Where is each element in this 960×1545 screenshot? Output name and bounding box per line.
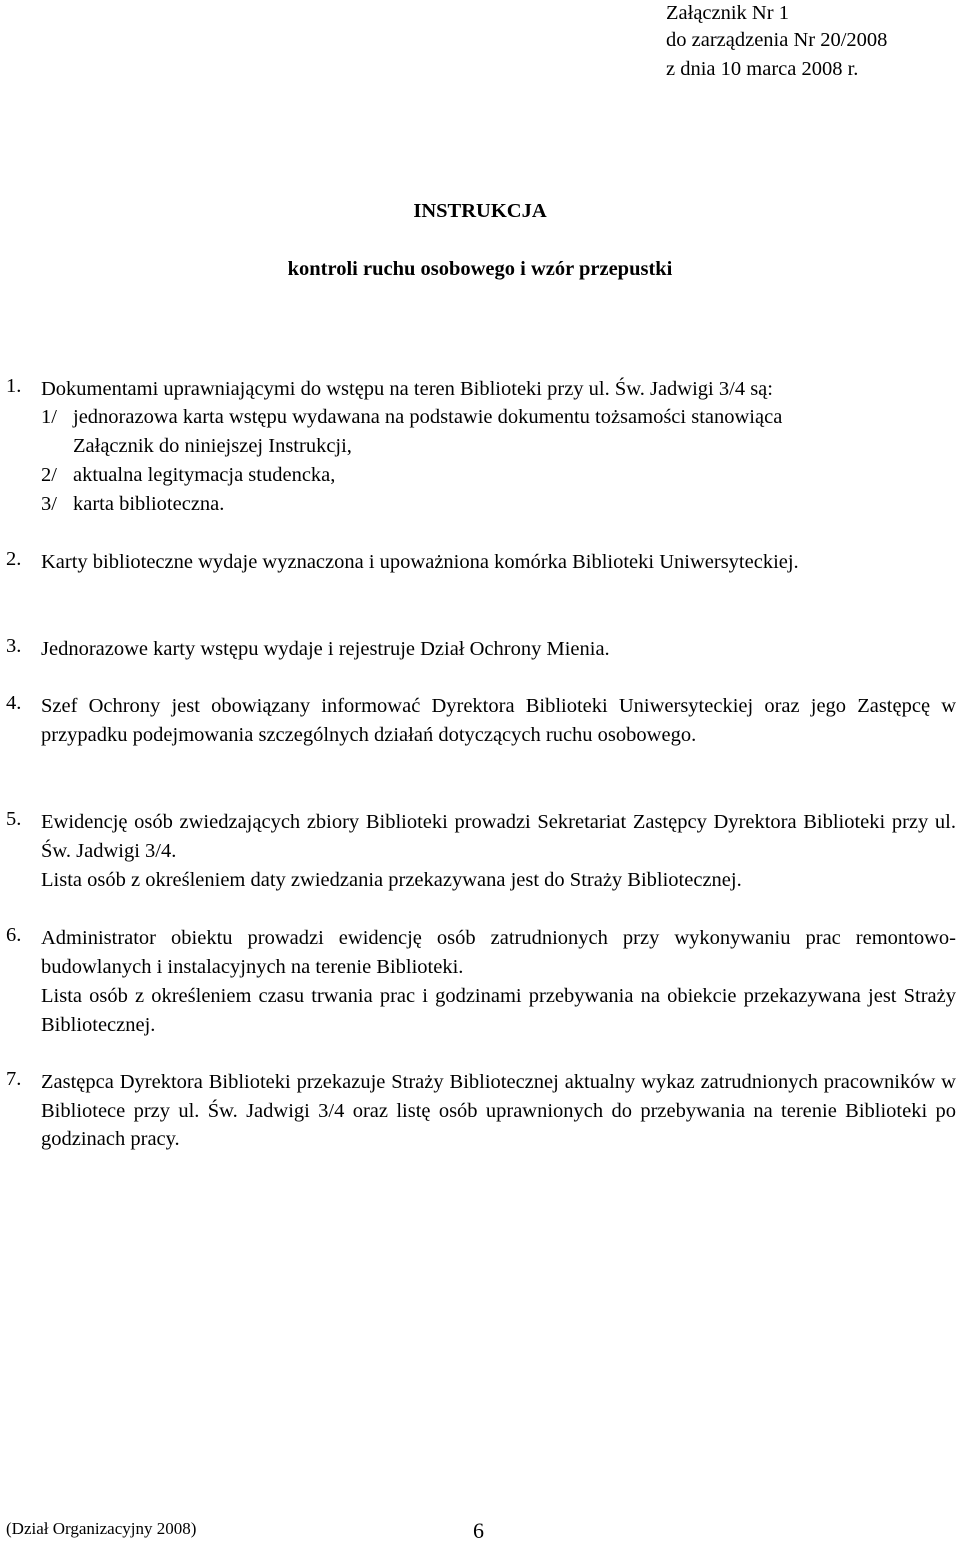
item-4-number: 4. (6, 692, 22, 714)
item-1-sub-1-mark: 1/ (41, 406, 57, 428)
item-5-text-2: Lista osób z określeniem daty zwiedzania przekazywana jest do Straży Bibliotecznej. (41, 869, 742, 891)
item-4-text: Szef Ochrony jest obowiązany informować Dyrektora Biblioteki Uniwersyteckiej oraz jego Zastępcę w przypadku podejmowania szczególnych działań dotyczących ruchu osobowego. (41, 695, 956, 746)
document-subtitle: kontroli ruchu osobowego i wzór przepustki (287, 258, 673, 280)
item-2-text: Karty biblioteczne wydaje wyznaczona i upoważniona komórka Biblioteki Uniwersyteckiej. (41, 551, 799, 573)
page-number: 6 (473, 1518, 484, 1543)
item-1-sub-1 (41, 403, 782, 432)
item-1-sub-3-mark: 3/ (41, 493, 57, 515)
item-6-text-2: Lista osób z określeniem czasu trwania prac i godzinami przebywania na obiekcie przekazywana jest Straży Bibliotecznej. (41, 985, 956, 1036)
item-1-sub-3 (41, 490, 224, 519)
item-5-text: Ewidencję osób zwiedzających zbiory Biblioteki prowadzi Sekretariat Zastępcy Dyrektora Biblioteki przy ul. Św. Jadwigi 3/4. (41, 811, 956, 862)
item-6-text: Administrator obiektu prowadzi ewidencję osób zatrudnionych przy wykonywaniu prac remontowo-budowlanych i instalacyjnych na terenie Biblioteki. (41, 927, 956, 978)
item-1-sub-3-text: karta biblioteczna. (73, 493, 225, 515)
item-1-sub-2-text: aktualna legitymacja studencka, (73, 464, 336, 486)
attachment-line-2: do zarządzenia Nr 20/2008 (666, 29, 888, 51)
item-1-sub-1-text: jednorazowa karta wstępu wydawana na podstawie dokumentu tożsamości stanowiąca (73, 406, 783, 428)
attachment-line-3: z dnia 10 marca 2008 r. (666, 58, 859, 80)
item-3-number: 3. (6, 635, 22, 657)
item-1-text: Dokumentami uprawniającymi do wstępu na teren Biblioteki przy ul. Św. Jadwigi 3/4 są: (41, 378, 773, 400)
item-7-number: 7. (6, 1068, 22, 1090)
footer-department: (Dział Organizacyjny 2008) (6, 1519, 197, 1538)
document-title: INSTRUKCJA (413, 200, 547, 222)
item-5-number: 5. (6, 808, 22, 830)
item-1-sub-2 (41, 461, 335, 490)
item-1-sub-2-mark: 2/ (41, 464, 57, 486)
item-3-text: Jednorazowe karty wstępu wydaje i rejestruje Dział Ochrony Mienia. (41, 638, 610, 660)
attachment-line-1: Załącznik Nr 1 (666, 2, 789, 24)
item-7-text: Zastępca Dyrektora Biblioteki przekazuje Straży Bibliotecznej aktualny wykaz zatrudnionych pracowników w Bibliotece przy ul. Św. Jadwigi 3/4 oraz listę osób uprawnionych do przebywania na terenie Biblioteki po godzinach pracy. (41, 1071, 956, 1151)
item-1-number: 1. (6, 375, 22, 397)
item-1-sub-1-continuation: Załącznik do niniejszej Instrukcji, (73, 435, 352, 457)
item-6-number: 6. (6, 924, 22, 946)
item-2-number: 2. (6, 548, 22, 570)
